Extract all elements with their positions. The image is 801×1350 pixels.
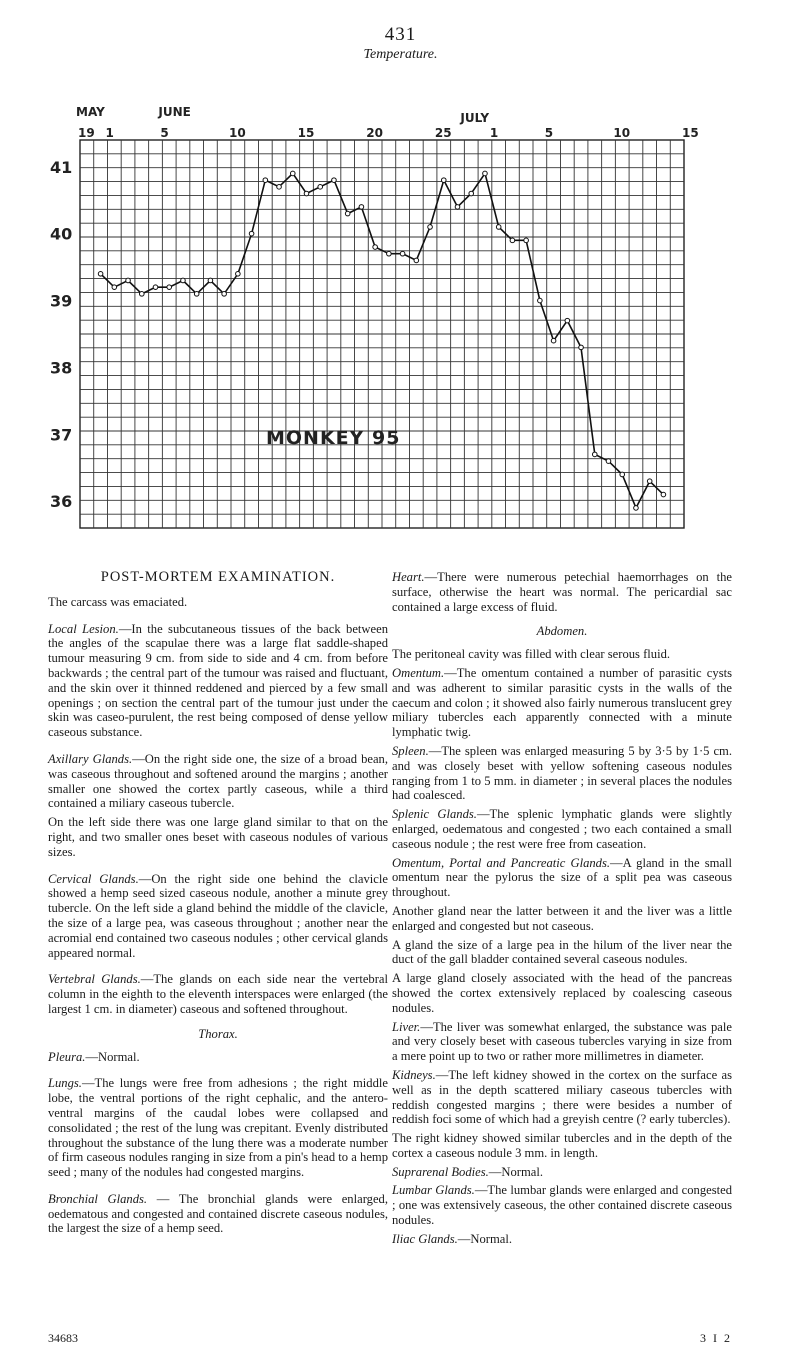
x-tick-label: 10 xyxy=(229,126,246,140)
splenic-text: —The splenic lymphatic glands were slightly enlarged, oedematous and congested ; two each contained a small caseous nodule ; the rest were free from caseation. xyxy=(392,807,732,851)
y-tick-label: 40 xyxy=(50,224,73,244)
kidneys-title: Kidneys. xyxy=(392,1067,436,1082)
liver-para xyxy=(392,1020,732,1064)
x-tick-label: 5 xyxy=(544,126,554,140)
chart-title: Temperature. xyxy=(363,47,438,62)
temperature-point xyxy=(551,338,556,343)
heart-title: Heart. xyxy=(392,570,425,584)
abdomen-text: The peritoneal cavity was filled with clear serous fluid. xyxy=(392,647,671,662)
axillary-left-para: On the left side there was one large gland similar to that on the right, and two smaller ones beset with caseous nodules of various sizes. xyxy=(48,815,388,859)
portal-title: Omentum, Portal and Pancreatic Glands. xyxy=(392,855,611,870)
temperature-point xyxy=(345,211,350,216)
carcass-text: The carcass was emaciated. xyxy=(48,594,188,609)
temperature-point xyxy=(565,318,570,323)
chart-grid xyxy=(80,140,684,528)
temperature-point xyxy=(483,171,488,176)
left-column xyxy=(48,570,388,1240)
y-tick-label: 41 xyxy=(50,157,73,177)
folio-mark: 3 I 2 xyxy=(700,1331,732,1345)
iliac-title: Iliac Glands. xyxy=(392,1231,458,1246)
temperature-point xyxy=(304,191,309,196)
vertebral-text: —The glands on each side near the vertebral column in the eighth to the eleventh interspaces were enlarged (the largest 1 cm. in diameter) caseous and softened throughout. xyxy=(48,972,389,1016)
chart-annotation: MONKEY 95 xyxy=(266,427,401,449)
y-tick-label: 38 xyxy=(50,358,73,378)
spleen-title: Spleen. xyxy=(392,743,429,758)
local-lesion-para xyxy=(48,622,388,740)
temperature-point xyxy=(318,185,323,190)
month-label: MAY xyxy=(76,105,105,119)
temperature-point xyxy=(139,292,144,297)
temperature-point xyxy=(579,345,584,350)
kidneys-para xyxy=(392,1068,732,1127)
x-tick-label: 1 xyxy=(105,126,114,140)
temperature-point xyxy=(98,271,103,276)
temperature-point xyxy=(496,225,501,230)
temperature-chart-svg xyxy=(48,60,708,540)
thorax-heading: Thorax. xyxy=(198,1026,238,1041)
temperature-point xyxy=(181,278,186,283)
temperature-point xyxy=(428,225,433,230)
x-tick-label: 1 xyxy=(489,126,499,140)
vertebral-title: Vertebral Glands. xyxy=(48,972,141,987)
pleura-title: Pleura. xyxy=(48,1049,86,1064)
x-tick-label: 15 xyxy=(682,126,699,140)
temperature-point xyxy=(387,251,392,256)
liver-title: Liver. xyxy=(392,1019,421,1034)
temperature-point xyxy=(263,178,268,183)
y-tick-label: 36 xyxy=(50,492,73,512)
month-labels xyxy=(76,105,489,125)
temperature-point xyxy=(167,285,172,290)
temperature-point xyxy=(249,231,254,236)
month-label: JUNE xyxy=(158,105,191,119)
temperature-point xyxy=(400,251,405,256)
iliac-para xyxy=(392,1232,732,1247)
liver-text: —The liver was somewhat enlarged, the substance was pale and very closely beset with caseous tubercles varying in size from a mere point up to two or rather more millimetres in diameter. xyxy=(392,1019,732,1064)
x-tick-label: 25 xyxy=(434,126,452,140)
suprarenal-text: —Normal. xyxy=(488,1164,543,1179)
temperature-point xyxy=(194,292,199,297)
temperature-point xyxy=(606,459,611,464)
temperature-point xyxy=(208,278,213,283)
x-tick-label: 19 xyxy=(78,126,95,140)
cervical-title: Cervical Glands. xyxy=(48,871,139,886)
iliac-text: —Normal. xyxy=(457,1231,512,1246)
temperature-point xyxy=(538,298,543,303)
temperature-point xyxy=(661,492,666,497)
temperature-point xyxy=(236,271,241,276)
suprarenal-title: Suprarenal Bodies. xyxy=(392,1164,489,1179)
portal-para-2: Another gland near the latter between it and the liver was a little enlarged and congested but not caseous. xyxy=(392,903,732,933)
x-tick-label: 5 xyxy=(160,126,169,140)
temperature-point xyxy=(647,479,652,484)
lumbar-title: Lumbar Glands. xyxy=(392,1183,475,1198)
x-tick-label: 10 xyxy=(613,126,631,140)
temperature-point xyxy=(290,171,295,176)
y-tick-label: 39 xyxy=(50,291,73,311)
lumbar-text: —The lumbar glands were enlarged and congested ; one was extensively caseous, the other contained discrete caseous nodules. xyxy=(392,1183,732,1228)
x-tick-label: 20 xyxy=(366,126,383,140)
cervical-text: —On the right side one behind the clavicle showed a hemp seed sized caseous nodule, another a minute grey tubercle. On the left side a gland behind the middle of the clavicle, the size of a large pea, was caseous throughout ; another near the acromial end contained two caseous nodules ; other cervical glands appeared normal. xyxy=(48,871,388,960)
cervical-para xyxy=(48,872,388,961)
y-tick-label: 37 xyxy=(50,425,73,445)
y-tick-labels xyxy=(50,158,72,511)
right-column xyxy=(392,570,732,1251)
spleen-text: —The spleen was enlarged measuring 5 by 3·5 by 1·5 cm. and was closely beset with yellow softening caseous nodules ranging from 1 to 5 mm. in diameter ; in several places the nodules had coalesced. xyxy=(392,743,732,803)
temperature-point xyxy=(277,185,282,190)
temperature-point xyxy=(634,506,639,511)
axillary-para xyxy=(48,752,388,811)
kidneys-para-2: The right kidney showed similar tubercles and in the depth of the cortex a caseous nodule 3 mm. in length. xyxy=(392,1131,732,1160)
pleura-para xyxy=(48,1050,388,1065)
heart-para xyxy=(392,570,732,614)
vertebral-para xyxy=(48,972,388,1016)
local-lesion-title: Local Lesion. xyxy=(48,621,119,636)
splenic-title: Splenic Glands. xyxy=(392,807,477,822)
axillary-title: Axillary Glands. xyxy=(48,751,133,766)
page-number: 431 xyxy=(384,24,417,45)
omentum-text: —The omentum contained a number of parasitic cysts and was adherent to similar parasitic cysts in the walls of the caecum and colon ; it showed also fairly numerous translucent grey miliary tubercles each apparently connected with a minute lymphatic twig. xyxy=(392,665,732,740)
kidneys-text: —The left kidney showed in the cortex on the surface as well as in the depth scattered miliary caseous tubercles with reddish congested margins ; there were besides a number of reddish foci some of which had a greyish centre (? early tubercles). xyxy=(392,1067,732,1127)
lungs-para xyxy=(48,1076,388,1180)
omentum-title: Omentum. xyxy=(392,665,445,680)
temperature-chart xyxy=(48,60,708,540)
temperature-point xyxy=(222,292,227,297)
temperature-point xyxy=(126,278,131,283)
temperature-point xyxy=(359,205,364,210)
temperature-point xyxy=(510,238,515,243)
splenic-para xyxy=(392,807,732,851)
portal-para-4: A large gland closely associated with the head of the pancreas showed the cortex extensively replaced by coalescing caseous nodules. xyxy=(392,971,732,1015)
spleen-para xyxy=(392,744,732,803)
omentum-para xyxy=(392,666,732,740)
temperature-point xyxy=(441,178,446,183)
temperature-point xyxy=(414,258,419,263)
temperature-point xyxy=(592,452,597,457)
suprarenal-para xyxy=(392,1165,732,1180)
lumbar-para xyxy=(392,1183,732,1227)
month-label: JULY xyxy=(460,111,490,125)
temperature-point xyxy=(455,205,460,210)
x-tick-labels xyxy=(78,126,699,140)
temperature-point xyxy=(469,191,474,196)
temperature-point xyxy=(112,285,117,290)
x-tick-label: 15 xyxy=(297,126,315,140)
lungs-text: —The lungs were free from adhesions ; the right middle lobe, the ventral portions of the right cephalic, and the antero-ventral margins of the caudal lobes were collapsed and consolidated ; the rest of the lung was crepitant. Evenly distributed throughout the substance of the lung there was a moderate number of firm caseous nodules ranging in size from a pin's head to a hemp seed ; many of the nodules had congested margins. xyxy=(48,1076,388,1180)
local-lesion-text: —In the subcutaneous tissues of the back between the angles of the scapulae there was a large flat saddle-shaped tumour measuring 9 cm. from side to side and 4 cm. from before backwards ; the central part of the tumour was raised and fluctuant, and the skin over it thinned reddened and pierced by a few small openings ; on section the central part of the tumour just under the skin was caseo-purulent, the rest being composed of dense yellow caseous substance. xyxy=(48,621,388,740)
pm-heading: POST-MORTEM EXAMINATION. xyxy=(100,569,336,585)
lungs-title: Lungs. xyxy=(48,1076,82,1091)
bronchial-title: Bronchial Glands. xyxy=(48,1191,148,1206)
bronchial-text: — The bronchial glands were enlarged, oedematous and congested and contained discrete caseous nodules, the largest the size of a hemp seed. xyxy=(48,1191,388,1236)
temperature-point xyxy=(620,472,625,477)
portal-para xyxy=(392,856,732,900)
abdomen-heading: Abdomen. xyxy=(536,624,588,639)
portal-text: —A gland in the small omentum near the pylorus the size of a split pea was caseous throughout. xyxy=(392,855,732,900)
pleura-text: —Normal. xyxy=(85,1049,140,1064)
heart-text: —There were numerous petechial haemorrhages on the surface, otherwise the heart was normal. The pericardial sac contained a large excess of fluid. xyxy=(392,570,732,614)
temperature-point xyxy=(153,285,158,290)
bronchial-para xyxy=(48,1192,388,1236)
temperature-point xyxy=(524,238,529,243)
portal-para-3: A gland the size of a large pea in the hilum of the liver near the duct of the gall bladder contained several caseous nodules. xyxy=(392,937,732,967)
temperature-point xyxy=(373,245,378,250)
temperature-point xyxy=(332,178,337,183)
printer-signature: 34683 xyxy=(48,1331,78,1345)
axillary-text: —On the right side one, the size of a broad bean, was caseous throughout and softened around the margins ; another smaller one showed the cortex partly caseous, while a third contained a miliary caseous tubercle. xyxy=(48,751,389,811)
